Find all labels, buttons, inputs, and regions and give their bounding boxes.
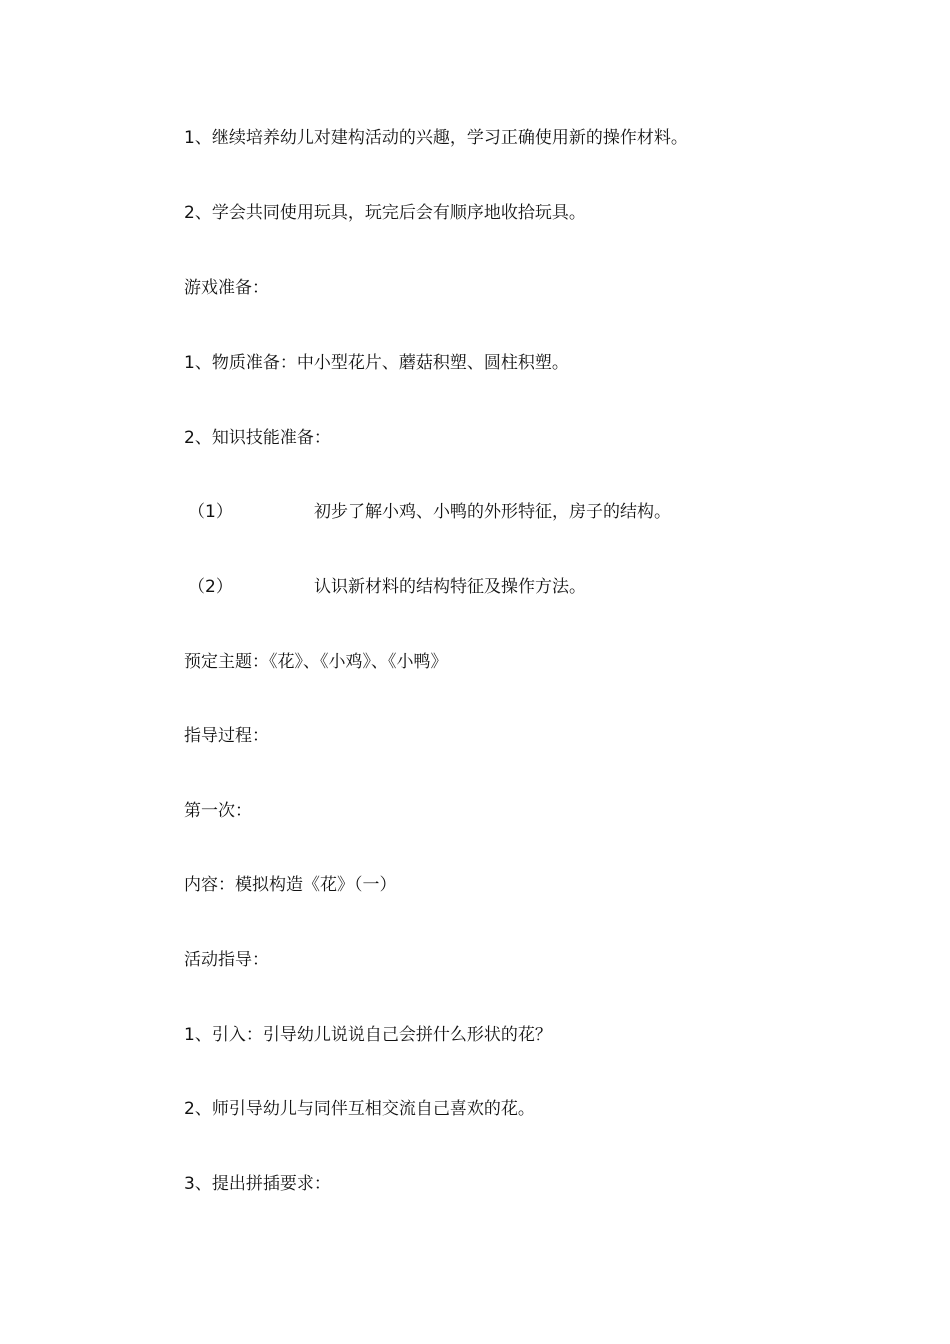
paragraph-planned-topics: 预定主题：《花》、《小鸡》、《小鸭》 [184, 652, 448, 672]
paragraph-material-preparation: 1、物质准备：中小型花片、蘑菇积塑、圆柱积塑。 [184, 353, 569, 373]
paragraph-step-2: 2、师引导幼儿与同伴互相交流自己喜欢的花。 [184, 1099, 535, 1119]
paragraph-goal-1: 1、继续培养幼儿对建构活动的兴趣，学习正确使用新的操作材料。 [184, 128, 688, 148]
heading-guidance-process: 指导过程： [184, 726, 269, 746]
heading-first-session: 第一次： [184, 801, 252, 821]
heading-game-preparation: 游戏准备： [184, 278, 269, 298]
sub-item-text: 初步了解小鸡、小鸭的外形特征，房子的结构。 [314, 502, 671, 522]
sub-item-text: 认识新材料的结构特征及操作方法。 [314, 577, 586, 597]
paragraph-skill-preparation: 2、知识技能准备： [184, 428, 331, 448]
paragraph-content: 内容：模拟构造《花》（一） [184, 875, 397, 895]
paragraph-step-3: 3、提出拼插要求： [184, 1174, 331, 1194]
sub-item-label: （2） [188, 577, 233, 597]
paragraph-step-1: 1、引入：引导幼儿说说自己会拼什么形状的花？ [184, 1025, 552, 1045]
heading-activity-guidance: 活动指导： [184, 950, 269, 970]
paragraph-goal-2: 2、学会共同使用玩具，玩完后会有顺序地收拾玩具。 [184, 203, 586, 223]
sub-item-label: （1） [188, 502, 233, 522]
